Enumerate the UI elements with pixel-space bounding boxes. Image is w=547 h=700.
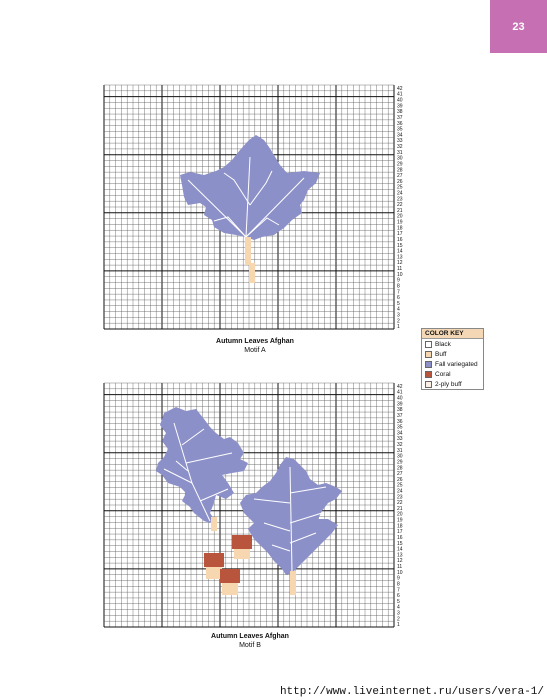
row-number: 27 [397, 173, 403, 180]
row-number: 42 [397, 85, 403, 92]
color-key-label: 2-ply buff [435, 380, 462, 388]
swatch-2-ply-buff [425, 381, 432, 388]
row-numbers-b [397, 384, 403, 628]
row-number: 2 [397, 616, 400, 623]
color-key-item [422, 379, 483, 389]
chart-b-svg [104, 383, 414, 628]
motif-a-title: Autumn Leaves Afghan [216, 338, 294, 345]
row-number: 25 [397, 482, 403, 489]
color-key-item [422, 359, 483, 369]
row-number: 32 [397, 144, 403, 151]
row-number: 33 [397, 436, 403, 443]
oak-right-stem [290, 571, 296, 595]
row-number: 4 [397, 604, 400, 611]
row-number: 39 [397, 401, 403, 408]
row-number: 34 [397, 430, 403, 437]
row-number: 16 [397, 236, 403, 243]
swatch-black [425, 341, 432, 348]
color-key-label: Fall variegated [435, 360, 478, 368]
row-number: 42 [397, 383, 403, 390]
row-number: 12 [397, 558, 403, 565]
row-number: 38 [397, 109, 403, 116]
row-number: 15 [397, 540, 403, 547]
row-number: 15 [397, 242, 403, 249]
row-number: 31 [397, 149, 403, 156]
row-number: 22 [397, 500, 403, 507]
row-number: 33 [397, 138, 403, 145]
acorn-cap [232, 535, 252, 549]
row-number: 6 [397, 593, 400, 600]
row-number: 36 [397, 120, 403, 127]
color-key-label: Coral [435, 370, 451, 378]
row-numbers-a [397, 86, 403, 330]
row-number: 11 [397, 564, 403, 571]
row-number: 10 [397, 569, 403, 576]
color-key-item [422, 339, 483, 349]
row-number: 6 [397, 295, 400, 302]
row-number: 7 [397, 587, 400, 594]
row-number: 26 [397, 178, 403, 185]
row-number: 13 [397, 552, 403, 559]
swatch-buff [425, 351, 432, 358]
row-number: 31 [397, 447, 403, 454]
row-number: 20 [397, 511, 403, 518]
row-number: 23 [397, 494, 403, 501]
acorn-nut [222, 583, 238, 595]
color-key [421, 328, 484, 390]
row-number: 1 [397, 324, 400, 331]
maple-stem-seg [249, 263, 255, 283]
row-number: 37 [397, 114, 403, 121]
row-number: 5 [397, 300, 400, 307]
row-number: 19 [397, 517, 403, 524]
row-number: 5 [397, 598, 400, 605]
acorn-cap [220, 569, 240, 583]
row-number: 21 [397, 207, 403, 214]
row-number: 18 [397, 225, 403, 232]
row-number: 28 [397, 465, 403, 472]
color-key-item [422, 369, 483, 379]
row-number: 41 [397, 389, 403, 396]
motif-b-subtitle: Motif B [239, 642, 261, 649]
row-number: 14 [397, 248, 403, 255]
row-number: 40 [397, 97, 403, 104]
swatch-fall-variegated [425, 361, 432, 368]
row-number: 13 [397, 254, 403, 261]
acorn-nut [206, 567, 222, 579]
page-number-tab [490, 0, 547, 53]
row-number: 9 [397, 575, 400, 582]
acorn-nut [234, 549, 250, 559]
acorn-cap [204, 553, 224, 567]
row-number: 21 [397, 505, 403, 512]
caption-motif-b [190, 632, 310, 650]
color-key-title: COLOR KEY [422, 329, 483, 339]
row-number: 10 [397, 271, 403, 278]
page-number: 23 [512, 20, 525, 33]
row-number: 17 [397, 529, 403, 536]
row-number: 30 [397, 155, 403, 162]
color-key-label: Black [435, 340, 451, 348]
row-number: 23 [397, 196, 403, 203]
swatch-coral [425, 371, 432, 378]
row-number: 38 [397, 407, 403, 414]
chart-motif-a [104, 85, 414, 330]
row-number: 24 [397, 190, 403, 197]
row-number: 32 [397, 442, 403, 449]
row-number: 26 [397, 476, 403, 483]
row-number: 29 [397, 161, 403, 168]
caption-motif-a [195, 337, 315, 355]
row-number: 8 [397, 283, 400, 290]
row-number: 37 [397, 412, 403, 419]
row-number: 19 [397, 219, 403, 226]
row-number: 28 [397, 167, 403, 174]
oak-left-stem [211, 517, 217, 531]
row-number: 8 [397, 581, 400, 588]
row-number: 25 [397, 184, 403, 191]
row-number: 18 [397, 523, 403, 530]
row-number: 36 [397, 418, 403, 425]
row-number: 16 [397, 534, 403, 541]
row-number: 34 [397, 132, 403, 139]
oak-leaf-left [156, 407, 248, 523]
row-number: 24 [397, 488, 403, 495]
motif-a-subtitle: Motif A [244, 347, 266, 354]
color-key-label: Buff [435, 350, 447, 358]
row-number: 20 [397, 213, 403, 220]
oak-leaf-left-shape [156, 407, 248, 523]
row-number: 17 [397, 231, 403, 238]
row-number: 1 [397, 622, 400, 629]
maple-stem-seg [245, 237, 251, 265]
chart-motif-b [104, 383, 414, 628]
row-number: 29 [397, 459, 403, 466]
row-number: 27 [397, 471, 403, 478]
row-number: 41 [397, 91, 403, 98]
row-number: 39 [397, 103, 403, 110]
row-number: 2 [397, 318, 400, 325]
row-number: 40 [397, 395, 403, 402]
row-number: 3 [397, 312, 400, 319]
row-number: 35 [397, 424, 403, 431]
footer-url: http://www.liveinternet.ru/users/vera-1/ [279, 686, 544, 698]
row-number: 11 [397, 266, 403, 273]
motif-b-title: Autumn Leaves Afghan [211, 633, 289, 640]
row-number: 7 [397, 289, 400, 296]
row-number: 12 [397, 260, 403, 267]
acorns [204, 535, 252, 595]
row-number: 14 [397, 546, 403, 553]
chart-a-svg [104, 85, 414, 330]
row-number: 4 [397, 306, 400, 313]
maple-stem [245, 237, 255, 283]
row-number: 35 [397, 126, 403, 133]
row-number: 9 [397, 277, 400, 284]
row-number: 30 [397, 453, 403, 460]
color-key-item [422, 349, 483, 359]
row-number: 3 [397, 610, 400, 617]
row-number: 22 [397, 202, 403, 209]
